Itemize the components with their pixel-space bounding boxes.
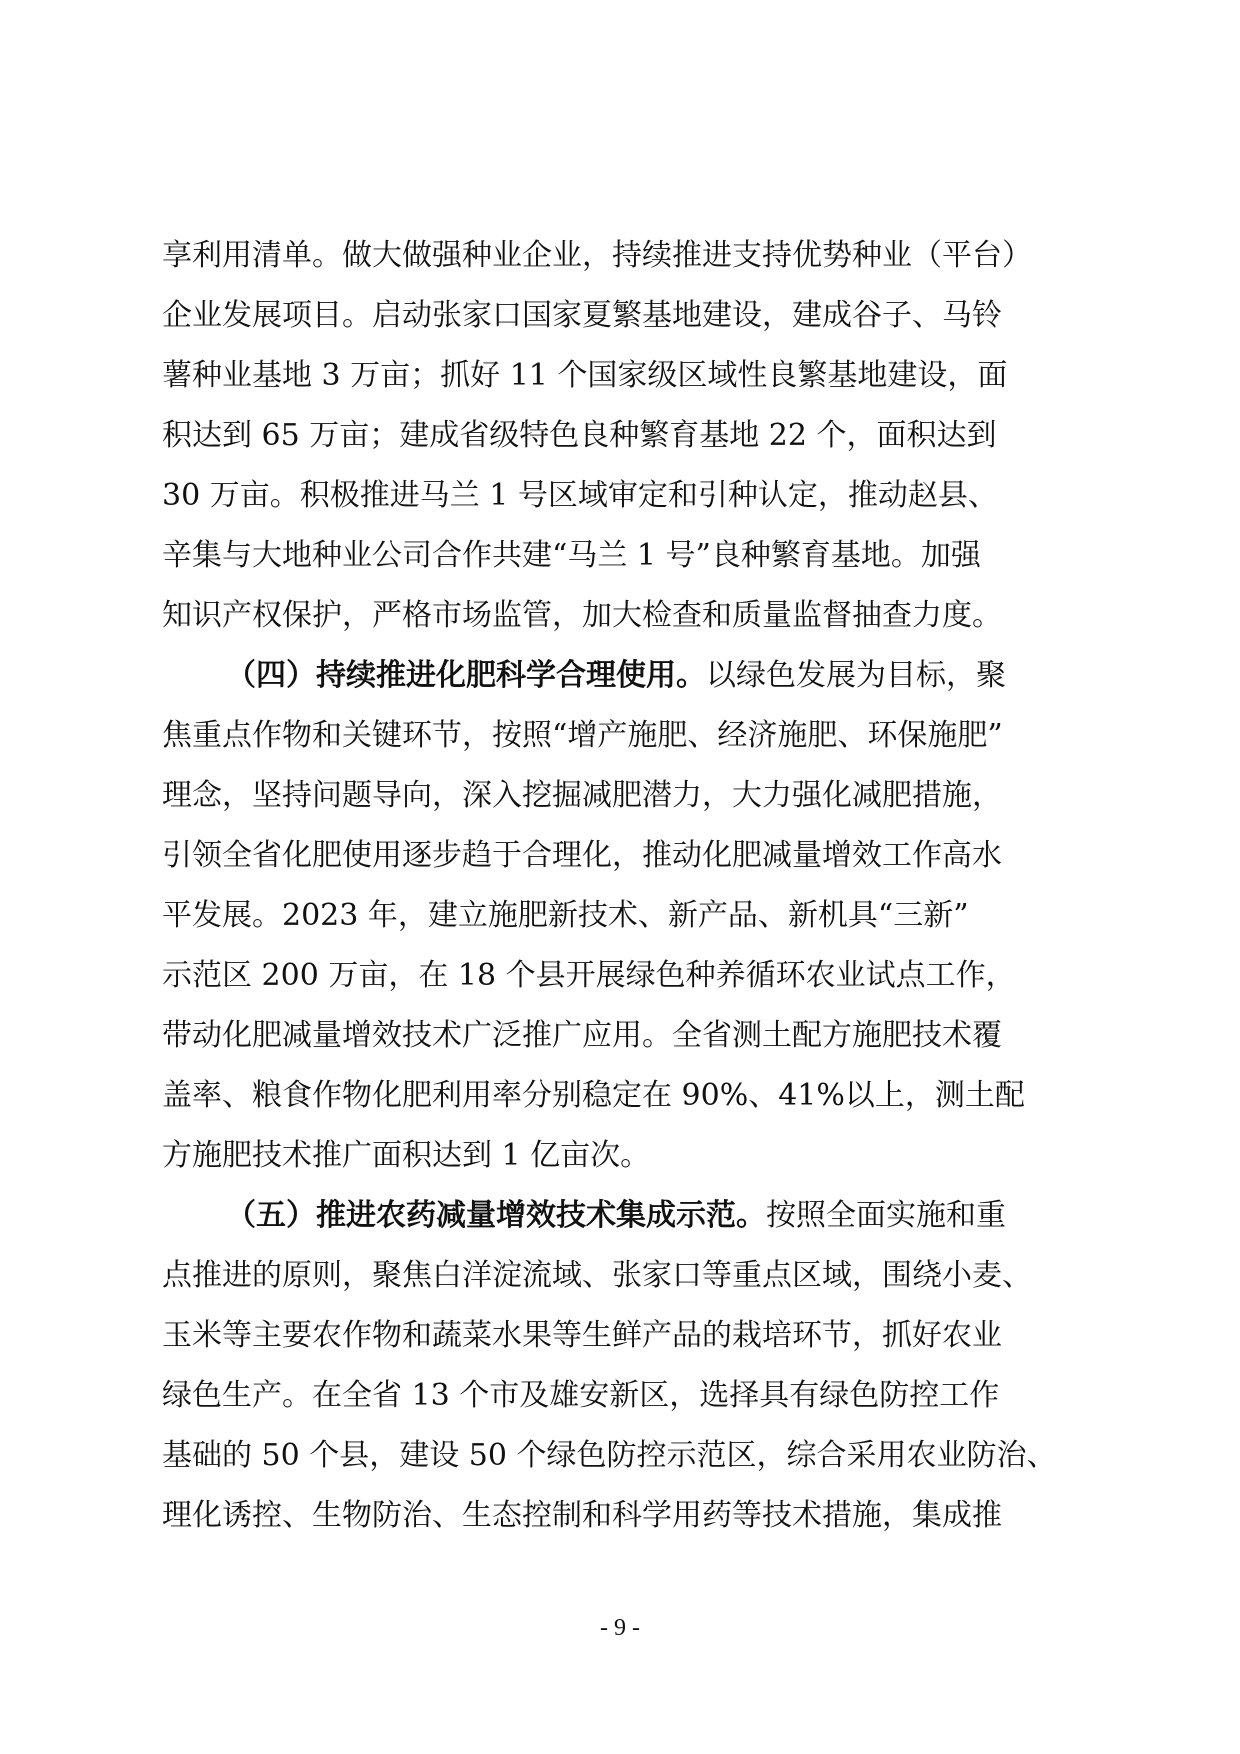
text-line: 基础的 50 个县，建设 50 个绿色防控示范区，综合采用农业防治、 xyxy=(162,1438,1057,1473)
text-line: 辛集与大地种业公司合作共建“马兰 1 号”良种繁育基地。加强 xyxy=(162,538,981,573)
text-line: 知识产权保护，严格市场监管，加大检查和质量监督抽查力度。 xyxy=(162,598,1002,633)
text-line: 带动化肥减量增效技术广泛推广应用。全省测土配方施肥技术覆 xyxy=(162,1018,1002,1053)
text-line: 积达到 65 万亩；建成省级特色良种繁育基地 22 个，面积达到 xyxy=(162,418,997,453)
section-5-first-line xyxy=(162,1186,1092,1246)
text-line: 30 万亩。积极推进马兰 1 号区域审定和引种认定，推动赵县、 xyxy=(162,478,998,513)
text-line: 引领全省化肥使用逐步趋于合理化，推动化肥减量增效工作高水 xyxy=(162,838,1002,873)
section-4-first-line xyxy=(162,646,1092,706)
text-line: 盖率、粮食作物化肥利用率分别稳定在 90%、41%以上，测土配 xyxy=(162,1078,1025,1113)
document-body xyxy=(162,226,1092,1546)
page-number: - 9 - xyxy=(600,1615,640,1641)
section-5-first-line-text: 按照全面实施和重 xyxy=(766,1198,1006,1233)
text-line: 方施肥技术推广面积达到 1 亿亩次。 xyxy=(162,1138,651,1173)
text-line: 理念，坚持问题导向，深入挖掘减肥潜力，大力强化减肥措施， xyxy=(162,778,1002,813)
text-line: 点推进的原则，聚焦白洋淀流域、张家口等重点区域，围绕小麦、 xyxy=(162,1258,1032,1293)
text-line: 薯种业基地 3 万亩；抓好 11 个国家级区域性良繁基地建设，面 xyxy=(162,358,1008,393)
text-line: 绿色生产。在全省 13 个市及雄安新区，选择具有绿色防控工作 xyxy=(162,1378,1000,1413)
text-line: 享利用清单。做大做强种业企业，持续推进支持优势种业（平台） xyxy=(162,238,1032,273)
text-line: 理化诱控、生物防治、生态控制和科学用药等技术措施，集成推 xyxy=(162,1498,1002,1533)
text-line: 示范区 200 万亩，在 18 个县开展绿色种养循环农业试点工作， xyxy=(162,958,1016,993)
text-line: 玉米等主要农作物和蔬菜水果等生鲜产品的栽培环节，抓好农业 xyxy=(162,1318,1002,1353)
section-4-first-line-text: 以绿色发展为目标，聚 xyxy=(706,658,1006,693)
text-line: 企业发展项目。启动张家口国家夏繁基地建设，建成谷子、马铃 xyxy=(162,298,1002,333)
section-5-heading: （五）推进农药减量增效技术集成示范。 xyxy=(226,1198,766,1233)
text-line: 焦重点作物和关键环节，按照“增产施肥、经济施肥、环保施肥” xyxy=(162,718,1003,753)
section-4-heading: （四）持续推进化肥科学合理使用。 xyxy=(226,658,706,693)
text-line: 平发展。2023 年，建立施肥新技术、新产品、新机具“三新” xyxy=(162,898,969,933)
